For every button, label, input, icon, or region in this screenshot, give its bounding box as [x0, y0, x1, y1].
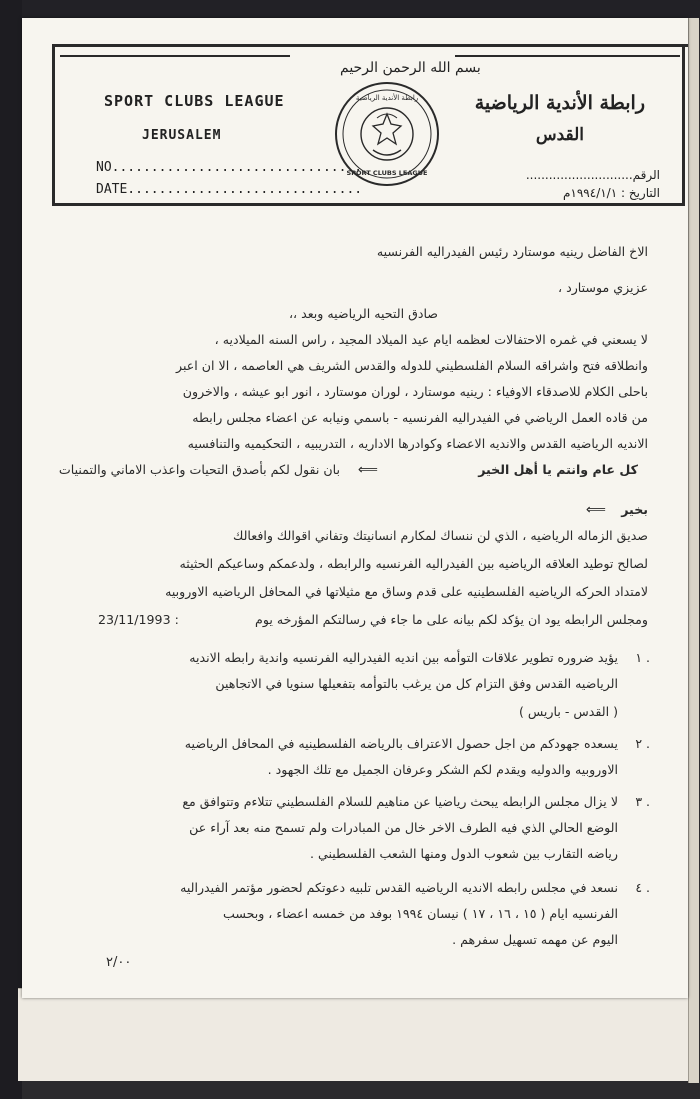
item-1-line-3: ( القدس - باريس ) — [518, 704, 618, 719]
reference-number-field: NO................................ — [96, 160, 363, 175]
para2-date: 23/11/1993 : — [98, 612, 179, 627]
para2-line-4: ومجلس الرابطه يود ان يؤكد لكم بيانه على ما جاء في رسالتكم المؤرخه يوم — [255, 612, 648, 627]
arrow-glyph-2: ⟸ — [585, 502, 606, 518]
org-name-arabic: رابطة الأندية الرياضية — [474, 92, 645, 114]
para1-line-8: بخير — [621, 502, 648, 517]
league-seal-logo — [333, 80, 441, 188]
item-1-line-1: يؤيد ضروره تطوير علاقات التوأمه بين انديه الفيدراليه الفرنسيه واندية رابطه الانديه — [189, 650, 618, 665]
item-3-line-2: الوضع الحالي الذي فيه الطرف الاخر خال من المبادرات ولم تسمح منه بعد آراء عن — [189, 820, 618, 835]
letterhead-left-rule — [60, 55, 290, 57]
seal-english-text: SPORT CLUBS LEAGUE — [346, 169, 428, 177]
letterhead-right-rule — [455, 55, 680, 57]
page-stack-edge — [688, 18, 699, 1083]
date-field-english: DATE.............................. — [96, 182, 363, 197]
para2-line-3: لامتداد الحركه الرياضيه الفلسطينيه على قدم وساق مع مثيلاتها في المحافل الرياضيه الاوروبيه — [165, 584, 648, 599]
org-city-english: JERUSALEM — [142, 128, 222, 143]
item-2-line-2: الاوروبيه والدوليه ويقدم لكم الشكر وعرفان الجميل مع تلك الجهود . — [267, 762, 618, 777]
para1-line-7: كل عام وانتم يا أهل الخير — [478, 462, 638, 477]
para1-line-3: باحلى الكلام للاصدقاء الاوفياء : رينيه موستارد ، لوران موستارد ، انور ابو عيشه ، والاخرون — [182, 384, 648, 399]
binder-top-edge — [0, 0, 700, 20]
para1-line-2: وانطلاقه فتح واشراقه السلام الفلسطيني للدوله والقدس الشريف هي العاصمه ، الا ان اعبر — [176, 358, 648, 373]
org-name-english: SPORT CLUBS LEAGUE — [104, 92, 285, 110]
item-3-number: ٣ . — [635, 794, 650, 809]
item-4-line-1: نسعد في مجلس رابطه الانديه الرياضيه القدس تلبيه دعوتكم لحضور مؤتمر الفيدراليه — [180, 880, 618, 895]
para1-line-1: لا يسعني في غمره الاحتفالات لعظمه ايام عيد الميلاد المجيد ، راس السنه الميلاديه ، — [214, 332, 648, 347]
item-2-number: ٢ . — [635, 736, 650, 751]
greeting: صادق التحيه الرياضيه وبعد ،، — [288, 306, 438, 321]
item-4-line-3: اليوم عن مهمه تسهيل سفرهم . — [452, 932, 618, 947]
para2-line-1: صديق الزماله الرياضيه ، الذي لن ننساك لمكارم انسانيتك وتفاني اقوالك وافعالك — [232, 528, 648, 543]
item-1-line-2: الرياضيه القدس وفق التزام كل من يرغب بالتوأمه بتفعيلها سنويا في الاتجاهين — [215, 676, 618, 691]
org-city-arabic: القدس — [535, 125, 584, 145]
page-number: ٢/٠٠ — [106, 955, 132, 970]
item-4-line-2: الفرنسيه ايام ( ١٥ ، ١٦ ، ١٧ ) نيسان ١٩٩٤ بوفد من خمسه اعضاء ، وبحسب — [222, 906, 618, 921]
underlying-page — [18, 988, 690, 1081]
para2-line-2: لصالح توطيد العلاقه الرياضيه بين الفيدراليه الفرنسيه والرابطه ، ولدعمكم وساعيكم الحثيثه — [179, 556, 648, 571]
para1-line-6: بان نقول لكم بأصدق التحيات واعذب الاماني والتمنيات — [58, 462, 340, 477]
reference-number-field-arabic: الرقم............................ — [525, 168, 660, 182]
salutation: عزيزي موستارد ، — [558, 280, 648, 295]
para1-line-4: من قاده العمل الرياضي في الفيدراليه الفرنسيه - باسمي ونيابه عن اعضاء مجلس رابطه — [192, 410, 648, 425]
para1-line-5: الانديه الرياضيه القدس والانديه الاعضاء وكوادرها الاداريه ، التدريبيه ، التحكيميه والتنافسيه — [187, 436, 648, 451]
item-1-number: ١ . — [635, 650, 650, 665]
basmala: بسم الله الرحمن الرحيم — [340, 60, 481, 76]
seal-arabic-text: رابطة الأندية الرياضية — [355, 94, 419, 102]
item-4-number: ٤ . — [635, 880, 650, 895]
item-3-line-3: رياضه التقارب بين شعوب الدول ومنها الشعب الفلسطيني . — [309, 846, 618, 861]
arrow-glyph: ⟸ — [357, 462, 378, 478]
binder-left-edge — [0, 0, 22, 1099]
date-field-arabic: التاريخ : ١٩٩٤/١/١م — [562, 186, 660, 200]
item-2-line-1: يسعده جهودكم من اجل حصول الاعتراف بالرياضه الفلسطينيه في المحافل الرياضيه — [184, 736, 618, 751]
item-3-line-1: لا يزال مجلس الرابطه يبحث رياضيا عن مناهيم للسلام الفلسطيني تتلاءم وتتوافق مع — [182, 794, 618, 809]
recipient-line: الاخ الفاضل رينيه موستارد رئيس الفيدراليه الفرنسيه — [376, 244, 648, 259]
